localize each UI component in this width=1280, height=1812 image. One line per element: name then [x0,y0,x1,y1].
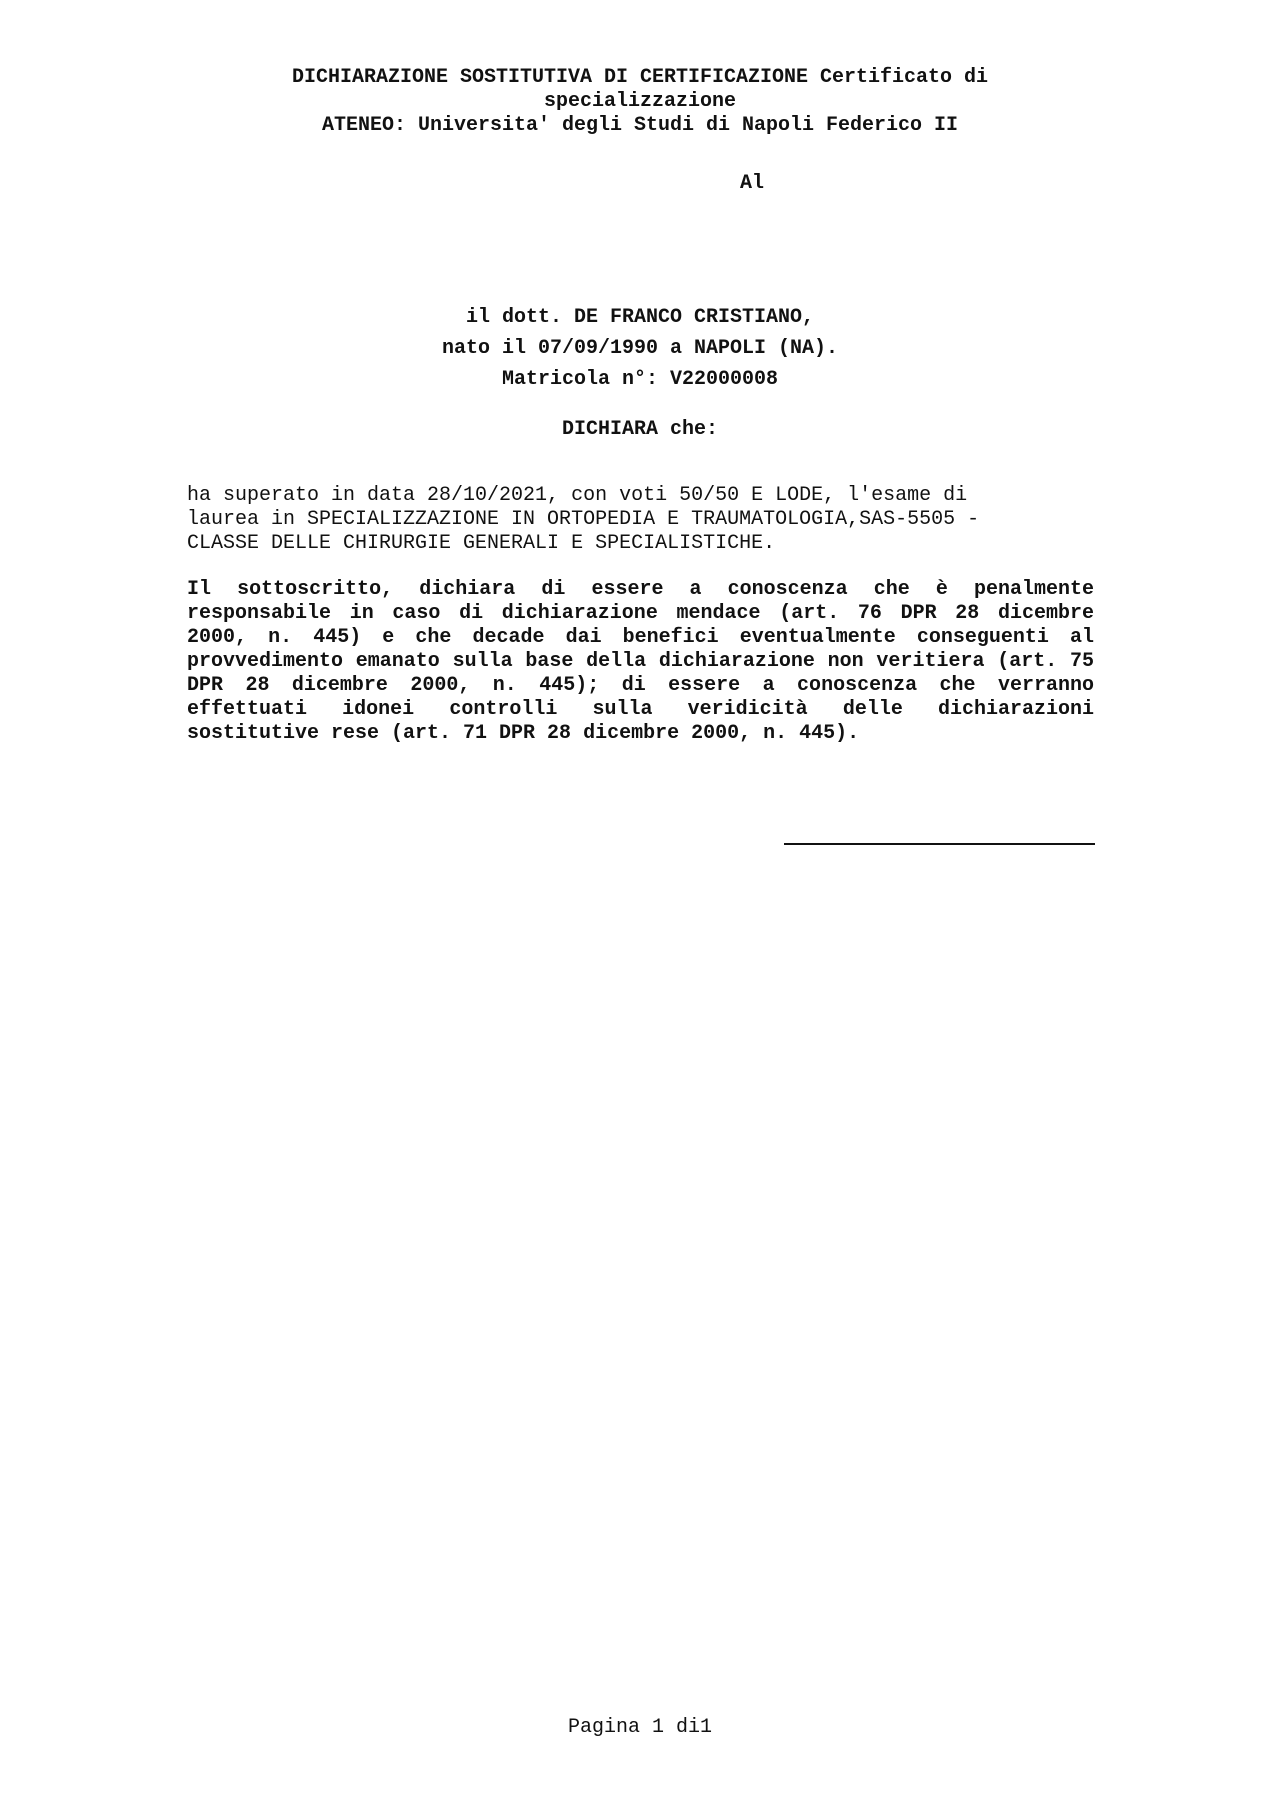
declarant-block [0,302,1280,395]
page-footer: Pagina 1 di1 [567,1716,713,1739]
exam-statement-line: ha superato in data 28/10/2021, con voti 50/50 E LODE, l'esame di [187,484,968,507]
legal-disclaimer: Il sottoscritto, dichiara di essere a conoscenza che è penalmente responsabile in caso di dichiarazione mendace (art. 76 DPR 28 dicembre 2000, n. 445) e che decade dai benefici eventualmente conseguenti al provvedimento emanato sulla base della dichiarazione non veritiera (art. 75 DPR 28 dicembre 2000, n. 445); di essere a conoscenza che verranno effettuati idonei controlli sulla veridicità delle dichiarazioni sostitutive rese (art. 71 DPR 28 dicembre 2000, n. 445). [187,578,1094,745]
header-title-line: DICHIARAZIONE SOSTITUTIVA DI CERTIFICAZIONE Certificato di [291,66,989,89]
declarant-matricola: Matricola n°: V22000008 [501,368,779,391]
declarant-name: il dott. DE FRANCO CRISTIANO, [465,306,815,329]
exam-statement-line: laurea in SPECIALIZZAZIONE IN ORTOPEDIA E TRAUMATOLOGIA,SAS-5505 - [187,508,980,531]
dichiara-heading: DICHIARA che: [561,418,719,441]
exam-statement-line: CLASSE DELLE CHIRURGIE GENERALI E SPECIALISTICHE. [187,532,776,555]
exam-statement [187,484,1087,556]
header-title-continuation: specializzazione [543,90,737,113]
signature-line [784,843,1095,845]
header-ateneo-line: ATENEO: Universita' degli Studi di Napoli Federico II [321,114,959,137]
document-header [0,66,1280,138]
addressee-label: Al [740,172,765,195]
declarant-birth: nato il 07/09/1990 a NAPOLI (NA). [441,337,839,360]
